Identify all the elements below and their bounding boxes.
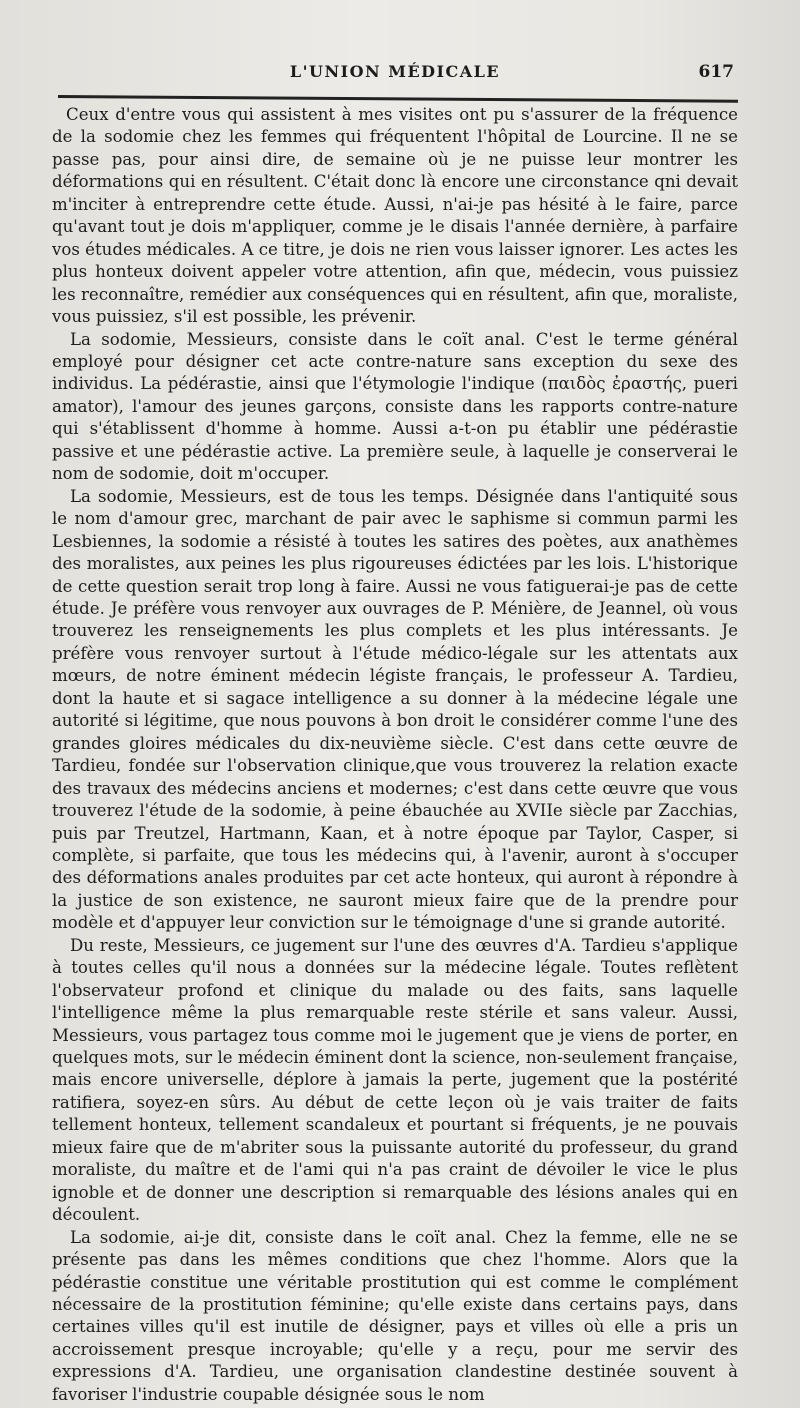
paragraph: Du reste, Messieurs, ce jugement sur l'une des œuvres d'A. Tardieu s'applique à toutes celles qu'il nous a données sur la médecine légale. Toutes reflètent l'observateur profond et clinique du malade ou des faits, sans laquelle l'intelligence même la plus remarquable reste stérile et sans valeur. Aussi, Messieurs, vous partagez tous comme moi le jugement que je viens de porter, en quelques mots, sur le médecin éminent dont la science, non-seulement française, mais encore universelle, déplore à jamais la perte, jugement que la postérité ratifiera, soyez-en sûrs. Au début de cette leçon où je vais traiter de faits tellement honteux, tellement scandaleux et pourtant si fréquents, je ne pouvais mieux faire que de m'abriter sous la puissante autorité du professeur, du grand moraliste, du maître et de l'ami qui n'a pas craint de dévoiler le vice le plus ignoble et de donner une description si remarquable des lésions anales qui en découlent. <box>52 935 738 1225</box>
page-number: 617 <box>698 62 734 82</box>
journal-title: L'UNION MÉDICALE <box>289 62 501 81</box>
paragraph: La sodomie, ai-je dit, consiste dans le coït anal. Chez la femme, elle ne se présente pas dans les mêmes conditions que chez l'homme. Alors que la pédérastie constitue une véritable prostitution qui est comme le complément nécessaire de la prostitution féminine; qu'elle existe dans certains pays, dans certaines villes qu'il est inutile de désigner, pays et villes où elle a pris un accroissement presque incroyable; qu'elle y a reçu, pour me servir des expressions d'A. Tardieu, une organisation clandestine destinée souvent à favoriser l'industrie coupable désignée sous le nom <box>52 1227 738 1404</box>
paragraph: La sodomie, Messieurs, est de tous les temps. Désignée dans l'antiquité sous le nom d'amour grec, marchant de pair avec le saphisme si commun parmi les Lesbiennes, la sodomie a résisté à toutes les satires des poètes, aux anathèmes des moralistes, aux peines les plus rigoureuses édictées par les lois. L'historique de cette question serait trop long à faire. Aussi ne vous fatiguerai-je pas de cette étude. Je préfère vous renvoyer aux ouvrages de P. Ménière, de Jeannel, où vous trouverez les renseignements les plus complets et les plus intéressants. Je préfère vous renvoyer surtout à l'étude médico-légale sur les attentats aux mœurs, de notre éminent médecin légiste français, le professeur A. Tardieu, dont la haute et si sagace intelligence a su donner à la médecine légale une autorité si légitime, que nous pouvons à bon droit le considérer comme l'une des grandes gloires médicales du dix-neuvième siècle. C'est dans cette œuvre de Tardieu, fondée sur l'observation clinique,que vous trouverez la relation exacte des travaux des médecins anciens et modernes; c'est dans cette œuvre que vous trouverez l'étude de la sodomie, à peine ébauchée au XVIIe siècle par Zacchias, puis par Treutzel, Hartmann, Kaan, et à notre époque par Taylor, Casper, si complète, si parfaite, que tous les médecins qui, à l'avenir, auront à s'occuper des déformations anales produites par cet acte honteux, qui auront à répondre à la justice de son existence, ne sauront mieux faire que de la prendre pour modèle et d'appuyer leur conviction sur le témoignage d'une si grande autorité. <box>52 486 738 933</box>
paragraph: La sodomie, Messieurs, consiste dans le coït anal. C'est le terme général employé pour désigner cet acte contre-nature sans exception du sexe des individus. La pédérastie, ainsi que l'étymologie l'indique (παιδὸς ἐραστής, pueri amator), l'amour des jeunes garçons, consiste dans les rapports contre-nature qui s'établissent d'homme à homme. Aussi a-t-on pu établir une pédérastie passive et une pédérastie active. La première seule, à laquelle je conserverai le nom de sodomie, doit m'occuper. <box>52 329 738 484</box>
paragraph: Ceux d'entre vous qui assistent à mes visites ont pu s'assurer de la fréquence de la sodomie chez les femmes qui fréquentent l'hôpital de Lourcine. Il ne se passe pas, pour ainsi dire, de semaine où je ne puisse leur montrer les déformations qui en résultent. C'était donc là encore une circonstance qni devait m'inciter à entreprendre cette étude. Aussi, n'ai-je pas hésité à le faire, parce qu'avant tout je dois m'appliquer, comme je le disais l'année dernière, à parfaire vos études médicales. A ce titre, je dois ne rien vous laisser ignorer. Les actes les plus honteux doivent appeler votre attention, afin que, médecin, vous puissiez les reconnaître, remédier aux conséquences qui en résultent, afin que, moraliste, vous puissiez, s'il est possible, les prévenir. <box>52 105 738 327</box>
page-header <box>50 58 740 88</box>
body-text <box>52 104 738 1406</box>
header-rule <box>58 95 738 103</box>
